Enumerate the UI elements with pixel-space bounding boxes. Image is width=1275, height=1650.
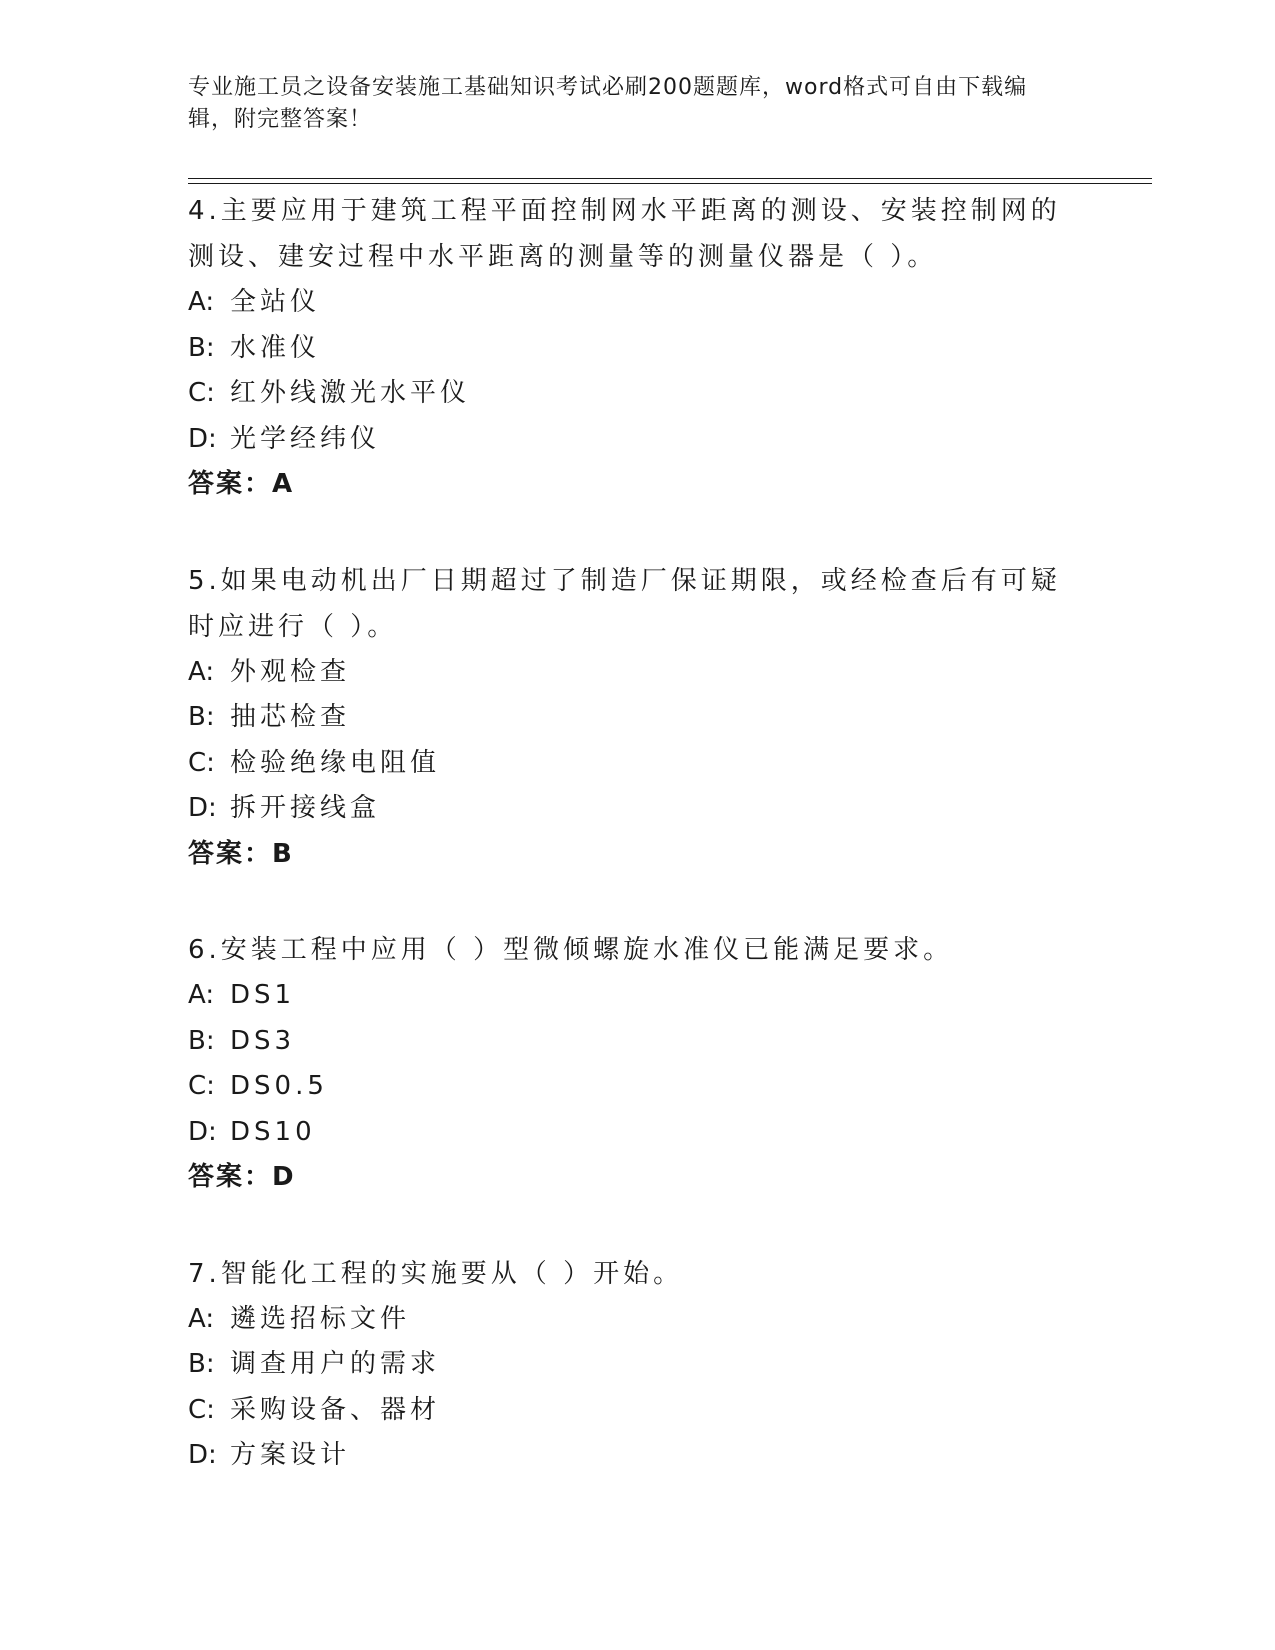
option-text: DS3 [230, 1025, 296, 1056]
option-text: 红外线激光水平仪 [230, 378, 471, 408]
option-text: DS0.5 [230, 1071, 328, 1101]
option-letter: C: [188, 747, 215, 778]
option-c [188, 1388, 1088, 1434]
option-text: DS10 [230, 1116, 316, 1147]
option-a [188, 1297, 1088, 1343]
question-text: 4.主要应用于建筑工程平面控制网水平距离的测设、安装控制网的测设、建安过程中水平距离的测量等的测量仪器是（ ）。 [188, 196, 1061, 272]
answer-line: 答案：D [188, 1162, 296, 1192]
option-d [188, 1433, 1088, 1479]
option-text: 调查用户的需求 [230, 1349, 441, 1379]
question-text: 7.智能化工程的实施要从（ ）开始。 [188, 1258, 684, 1289]
option-text: 检验绝缘电阻值 [230, 747, 441, 778]
option-letter: D: [188, 793, 217, 823]
answer-line: 答案：A [188, 469, 295, 499]
option-text: 水准仪 [230, 332, 321, 363]
option-text: 光学经纬仪 [230, 423, 381, 454]
option-letter: D: [188, 1116, 217, 1147]
option-letter: B: [188, 1349, 215, 1379]
option-d [188, 1110, 1088, 1156]
option-b [188, 326, 1088, 372]
option-text: 外观检查 [230, 656, 351, 687]
question-4 [188, 188, 1088, 508]
option-a [188, 280, 1088, 326]
option-b [188, 695, 1088, 741]
header-divider-bottom [188, 183, 1152, 184]
option-letter: A: [188, 1303, 215, 1334]
question-text: 6.安装工程中应用（ ）型微倾螺旋水准仪已能满足要求。 [188, 935, 954, 965]
option-a [188, 650, 1088, 696]
option-letter: A: [188, 656, 215, 687]
option-letter: B: [188, 332, 215, 363]
option-d [188, 417, 1088, 463]
option-a [188, 973, 1088, 1019]
question-7 [188, 1251, 1088, 1479]
question-6 [188, 927, 1088, 1201]
option-text: DS1 [230, 980, 296, 1010]
option-b [188, 1019, 1088, 1065]
option-c [188, 741, 1088, 787]
option-text: 采购设备、器材 [230, 1394, 441, 1425]
option-text: 拆开接线盒 [230, 793, 381, 823]
question-list [188, 188, 1088, 1529]
option-letter: C: [188, 378, 215, 408]
option-c [188, 371, 1088, 417]
document-header: 专业施工员之设备安装施工基础知识考试必刷200题题库，word格式可自由下载编辑，附完整答案！ [188, 75, 1028, 132]
option-letter: C: [188, 1071, 215, 1101]
option-letter: C: [188, 1394, 215, 1425]
option-text: 全站仪 [230, 287, 321, 317]
header-divider-top [188, 178, 1152, 179]
option-letter: A: [188, 980, 215, 1010]
option-c [188, 1064, 1088, 1110]
option-text: 抽芯检查 [230, 702, 351, 732]
option-text: 遴选招标文件 [230, 1303, 411, 1334]
option-letter: B: [188, 1025, 215, 1056]
option-text: 方案设计 [230, 1440, 351, 1470]
option-b [188, 1342, 1088, 1388]
option-letter: D: [188, 1440, 217, 1470]
question-5 [188, 558, 1088, 878]
option-letter: A: [188, 287, 215, 317]
option-d [188, 786, 1088, 832]
answer-line: 答案：B [188, 838, 294, 869]
question-text: 5.如果电动机出厂日期超过了制造厂保证期限，或经检查后有可疑时应进行（ ）。 [188, 565, 1061, 642]
option-letter: B: [188, 702, 215, 732]
option-letter: D: [188, 423, 217, 454]
